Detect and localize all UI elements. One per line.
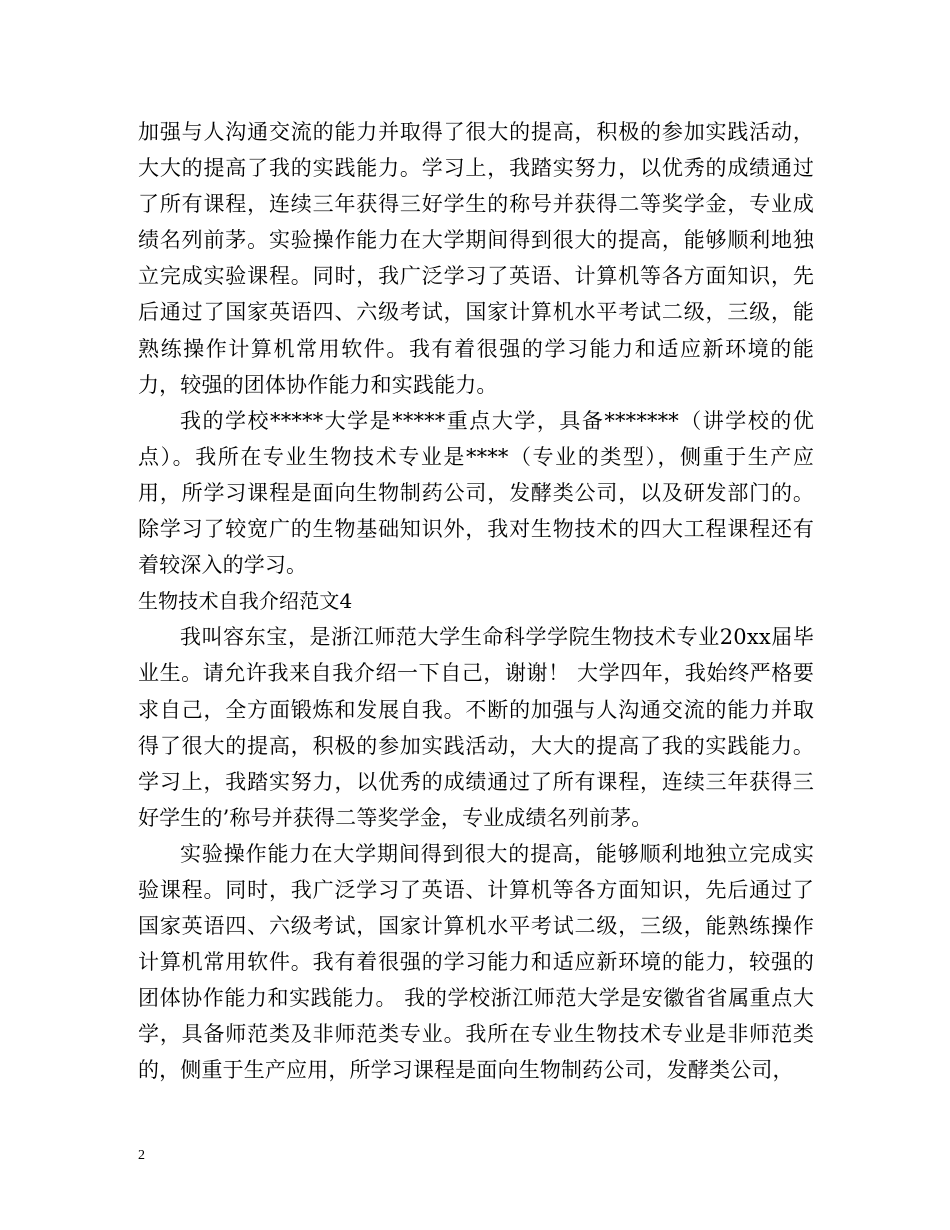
document-body <box>138 114 814 1089</box>
body-paragraph-3: 我叫容东宝，是浙江师范大学生命科学学院生物技术专业20xx届毕业生。请允许我来自我介绍一下自己，谢谢！ 大学四年，我始终严格要求自己，全方面锻炼和发展自我。不断的加强与人沟通交流的能力并取得了很大的提高，积极的参加实践活动，大大的提高了我的实践能力。学习上，我踏实努力，以优秀的成绩通过了所有课程，连续三年获得三好学生的’称号并获得二等奖学金，专业成绩名列前茅。 <box>138 625 814 830</box>
section-heading: 生物技术自我介绍范文4 <box>138 589 353 614</box>
body-paragraph-4: 实验操作能力在大学期间得到很大的提高，能够顺利地独立完成实验课程。同时，我广泛学习了英语、计算机等各方面知识，先后通过了国家英语四、六级考试，国家计算机水平考试二级，三级，能熟练操作计算机常用软件。我有着很强的学习能力和适应新环境的能力，较强的团体协作能力和实践能力。 我的学校浙江师范大学是安徽省省属重点大学，具备师范类及非师范类专业。我所在专业生物技术专业是非师范类的，侧重于生产应用，所学习课程是面向生物制药公司，发酵类公司， <box>138 841 814 1083</box>
body-paragraph-2: 我的学校*****大学是*****重点大学，具备*******（讲学校的优点）。我所在专业生物技术专业是****（专业的类型），侧重于生产应用，所学习课程是面向生物制药公司，发酵类公司，以及研发部门的。除学习了较宽广的生物基础知识外，我对生物技术的四大工程课程还有着较深入的学习。 <box>138 408 814 578</box>
body-paragraph-1: 加强与人沟通交流的能力并取得了很大的提高，积极的参加实践活动，大大的提高了我的实践能力。学习上，我踏实努力，以优秀的成绩通过了所有课程，连续三年获得三好学生的称号并获得二等奖学金，专业成绩名列前茅。实验操作能力在大学期间得到很大的提高，能够顺利地独立完成实验课程。同时，我广泛学习了英语、计算机等各方面知识，先后通过了国家英语四、六级考试，国家计算机水平考试二级，三级，能熟练操作计算机常用软件。我有着很强的学习能力和适应新环境的能力，较强的团体协作能力和实践能力。 <box>138 120 814 397</box>
page-number: 2 <box>138 1148 145 1163</box>
